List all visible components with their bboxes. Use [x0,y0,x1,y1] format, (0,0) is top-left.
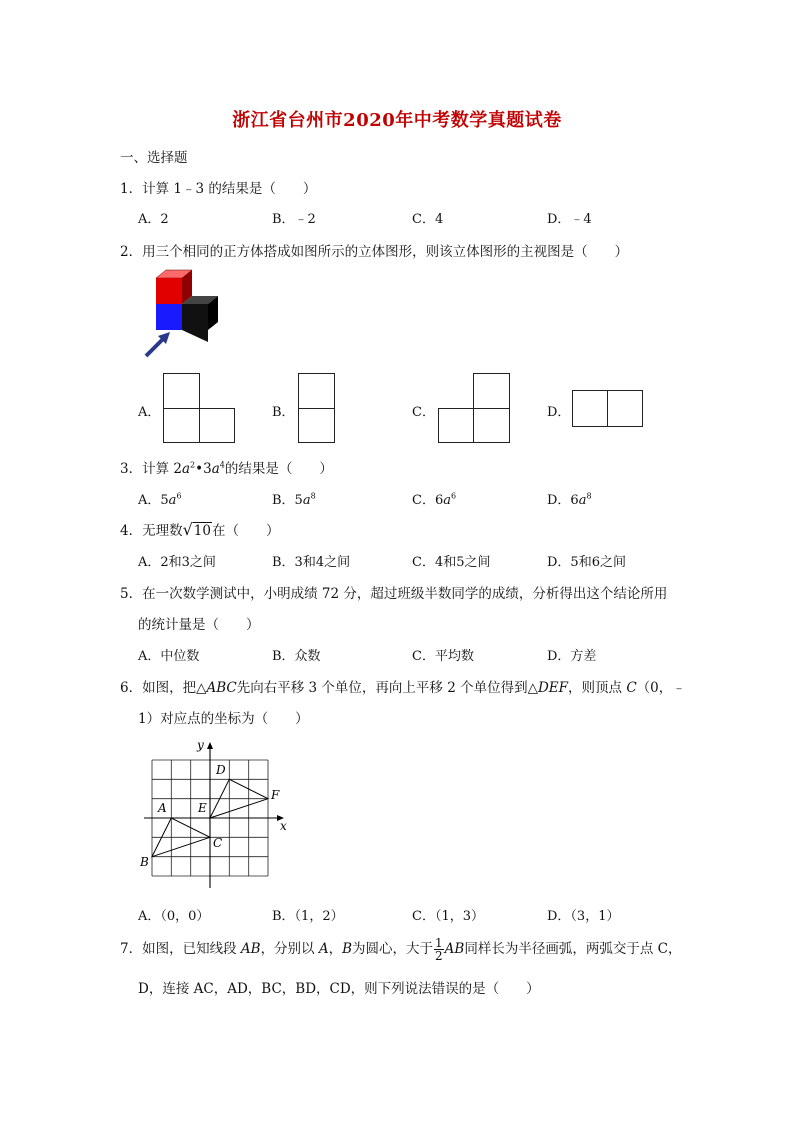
section-heading: 一、选择题 [120,150,188,166]
label-E: E [198,801,207,815]
question-3-stem: 3．计算 $2a^2•3a^4$的结果是（ ） [120,460,333,477]
label-F: F [271,788,280,802]
q4-option-c[interactable]: C．4和5之间 [412,555,491,570]
question-6-line2: 1）对应点的坐标为（ ） [138,711,309,727]
q2-figure-c [438,373,510,443]
q2-option-b[interactable]: B． [272,405,295,420]
q5-option-d[interactable]: D．方差 [547,649,597,664]
q3-option-b[interactable]: B．$5a^8$ [272,491,316,508]
label-D: D [216,763,226,777]
q2-figure-d [572,390,643,427]
y-axis-label: y [197,738,204,752]
q3-option-a[interactable]: A．$5a^6$ [138,491,182,508]
cube-solid-figure [138,266,223,362]
q1-option-d[interactable]: D．﹣4 [547,212,592,227]
question-4-stem: 4．无理数√10在（ ） [120,520,280,539]
q2-figure-b [298,373,335,443]
q2-option-d[interactable]: D． [547,405,571,420]
q6-option-c[interactable]: C．（1，3） [412,909,484,924]
question-7-line2: D，连接 AC，AD，BC，BD，CD，则下列说法错误的是（ ） [138,981,540,997]
q4-option-a[interactable]: A．2和3之间 [138,555,216,570]
question-5-line1: 5．在一次数学测试中，小明成绩 72 分，超过班级半数同学的成绩，分析得出这个结论所用 [120,586,668,602]
q5-option-c[interactable]: C．平均数 [412,649,474,664]
q6-option-a[interactable]: A．（0，0） [138,909,210,924]
q3-option-c[interactable]: C．$6a^6$ [412,491,457,508]
radicand: 10 [193,523,211,539]
q1-option-b[interactable]: B．﹣2 [272,212,316,227]
q5-option-b[interactable]: B．众数 [272,649,321,664]
x-axis-label: x [280,819,287,833]
q2-figure-a [163,373,235,443]
q1-option-a[interactable]: A．2 [138,212,169,227]
question-1-stem: 1．计算 1﹣3 的结果是（ ） [120,181,317,197]
q4-option-b[interactable]: B．3和4之间 [272,555,351,570]
page-title: 浙江省台州市2020年中考数学真题试卷 [232,110,562,131]
q4-option-d[interactable]: D．5和6之间 [547,555,626,570]
fraction-one-half: $\frac{1}{2}$ [435,936,443,963]
q2-option-a[interactable]: A． [138,405,161,420]
question-6-line1: 6．如图，把△ABC先向右平移 3 个单位，再向上平移 2 个单位得到△DEF，则顶点 C（0，﹣ [120,680,686,696]
label-A: A [158,801,167,815]
question-7-line1: 7．如图，已知线段 AB，分别以 A，B为圆心，大于 $\frac{1}{2}$ AB同样长为半径画弧，两弧交于点 C， [120,936,682,963]
q6-option-d[interactable]: D．（3，1） [547,909,620,924]
q1-option-c[interactable]: C．4 [412,212,444,227]
q3-option-d[interactable]: D．$6a^8$ [547,491,592,508]
question-2-stem: 2．用三个相同的正方体搭成如图所示的立体图形，则该立体图形的主视图是（ ） [120,244,629,260]
label-B: B [140,855,149,869]
coordinate-grid-figure [138,736,298,892]
q5-option-a[interactable]: A．中位数 [138,649,200,664]
question-5-line2: 的统计量是（ ） [138,617,260,633]
label-C: C [213,836,223,850]
q2-option-c[interactable]: C． [412,405,435,420]
q6-option-b[interactable]: B．（1，2） [272,909,344,924]
